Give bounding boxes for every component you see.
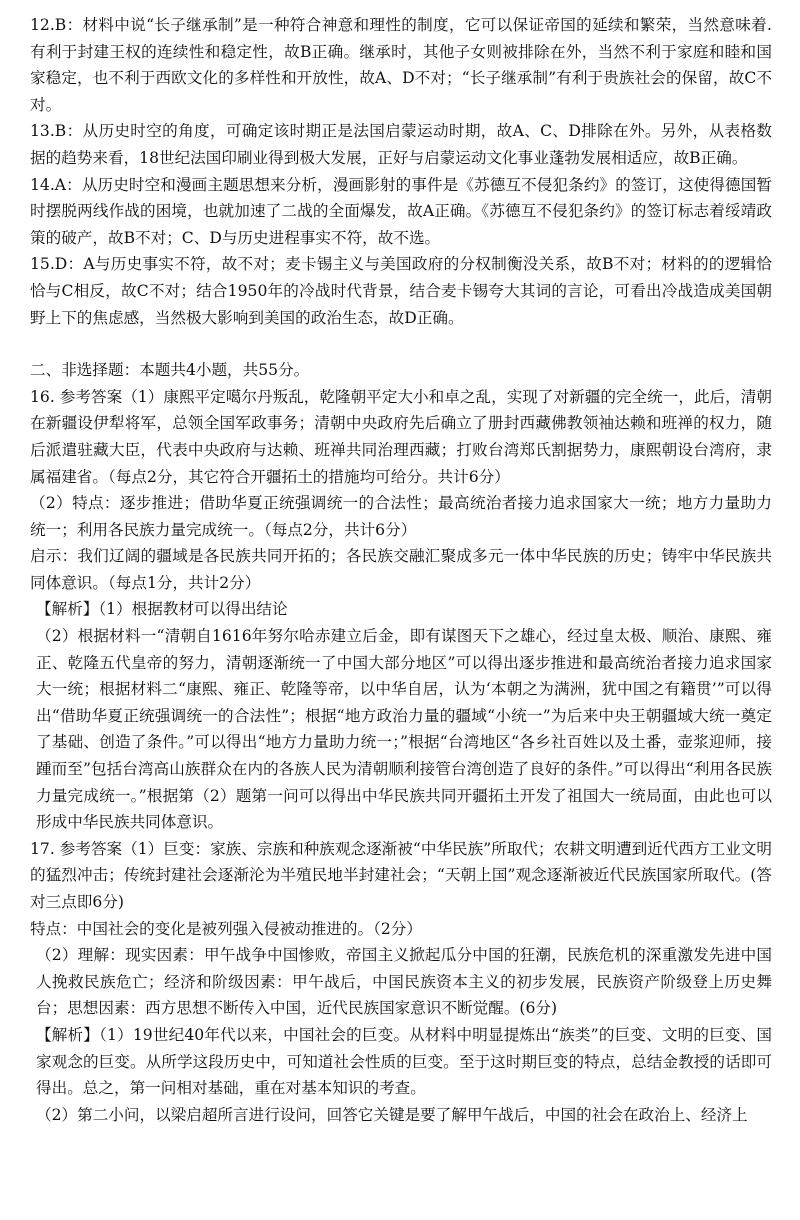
answer-q17-part1: 17. 参考答案（1）巨变：家族、宗族和种族观念逐渐被“中华民族”所取代；农耕文明遭到近代西方工业文明的猛烈冲击；传统封建社会逐渐沦为半殖民地半封建社会；“天朝上国”观念逐渐被近代民族国家所取代。(答对三点即6分): [30, 839, 772, 911]
answer-q15: 15.D：A与历史事实不符，故不对；麦卡锡主义与美国政府的分权制衡没关系，故B不对；材料的的逻辑恰恰与C相反，故C不对；结合1950年的冷战时代背景，结合麦卡锡夸大其词的言论，可看出冷战造成美国朝野上下的焦虑感，当然极大影响到美国的政治生态，故D正确。: [30, 255, 772, 327]
analysis-q17-part2: （2）第二小问，以梁启超所言进行设问，回答它关键是要了解甲午战后，中国的社会在政治上、经济上: [36, 1105, 748, 1124]
answer-q16-part1: 16. 参考答案（1）康熙平定噶尔丹叛乱，乾隆朝平定大小和卓之乱，实现了对新疆的完全统一，此后，清朝在新疆设伊犁将军，总领全国军政事务；清朝中央政府先后确立了册封西藏佛教领袖达赖和班禅的权力，随后派遣驻藏大臣，代表中央政府与达赖、班禅共同治理西藏；打败台湾郑氏割据势力，康熙朝设台湾府，隶属福建省。（每点2分，其它符合开疆拓土的措施均可给分。共计6分）: [30, 387, 772, 486]
answer-q13: 13.B：从历史时空的角度，可确定该时期正是法国启蒙运动时期，故A、C、D排除在外。另外，从表格数据的趋势来看，18世纪法国印刷业得到极大发展，正好与启蒙运动文化事业蓬勃发展相适应，故B正确。: [30, 122, 772, 167]
answer-q17-part2: （2）理解：现实因素：甲午战争中国惨败，帝国主义掀起瓜分中国的狂潮，民族危机的深重激发先进中国人挽救民族危亡；经济和阶级因素：甲午战后，中国民族资本主义的初步发展，民族资产阶级登上历史舞台；思想因素：西方思想不断传入中国，近代民族国家意识不断觉醒。(6分): [36, 946, 772, 1018]
analysis-q16-part1: 【解析】（1）根据教材可以得出结论: [36, 600, 288, 619]
section-heading-nonchoice: 二、非选择题：本题共4小题，共55分。: [30, 361, 310, 380]
analysis-q17-part1: 【解析】（1）19世纪40年代以来，中国社会的巨变。从材料中明显提炼出“族类”的巨变、文明的巨变、国家观念的巨变。从所学这段历史中，可知道社会性质的巨变。至于这时期巨变的特点，总结金教授的话即可得出。总之，第一问相对基础，重在对基本知识的考查。: [36, 1025, 772, 1098]
answer-q16-inspiration: 启示：我们辽阔的疆域是各民族共同开拓的；各民族交融汇聚成多元一体中华民族的历史；铸牢中华民族共同体意识。（每点1分，共计2分）: [30, 547, 772, 592]
answer-q14: 14.A：从历史时空和漫画主题思想来分析，漫画影射的事件是《苏德互不侵犯条约》的签订，这使得德国暂时摆脱两线作战的困境，也就加速了二战的全面爆发，故A正确。《苏德互不侵犯条约》的签订标志着绥靖政策的破产，故B不对；C、D与历史进程事实不符，故不选。: [30, 175, 772, 247]
analysis-q16-part2: （2）根据材料一“清朝自1616年努尔哈赤建立后金，即有谋图天下之雄心，经过皇太极、顺治、康熙、雍正、乾隆五代皇帝的努力，清朝逐渐统一了中国大部分地区”可以得出逐步推进和最高统治者接力追求国家大一统；根据材料二“康熙、雍正、乾隆等帝，以中华自居，认为‘本朝之为满洲，犹中国之有籍贯’”可以得出“借助华夏正统强调统一的合法性”；根据“地方政治力量的疆域“小统一”为后来中央王朝疆域大统一奠定了基础、创造了条件。”可以得出“地方力量助力统一；”根据“台湾地区“各乡社百姓以及土番，壶浆迎师，接踵而至”包括台湾高山族群众在内的各族人民为清朝顺利接管台湾创造了良好的条件。”可以得出“利用各民族力量完成统一。”根据第（2）题第一问可以得出中华民族共同开疆拓土开发了祖国大一统局面，由此也可以形成中华民族共同体意识。: [36, 627, 772, 832]
section-gap: [30, 331, 772, 357]
answer-q17-feature: 特点：中国社会的变化是被列强入侵被动推进的。（2分）: [30, 919, 422, 938]
answer-q12: 12.B：材料中说“长子继承制”是一种符合神意和理性的制度，它可以保证帝国的延续和繁荣，当然意味着.有利于封建王权的连续性和稳定性，故B正确。继承时，其他子女则被排除在外，当然不利于家庭和睦和国家稳定，也不利于西欧文化的多样性和开放性，故A、D不对；“长子继承制”有利于贵族社会的保留，故C不对。: [30, 16, 772, 114]
answer-q16-part2: （2）特点：逐步推进；借助华夏正统强调统一的合法性；最高统治者接力追求国家大一统；地方力量助力统一；利用各民族力量完成统一。（每点2分，共计6分）: [30, 494, 772, 539]
